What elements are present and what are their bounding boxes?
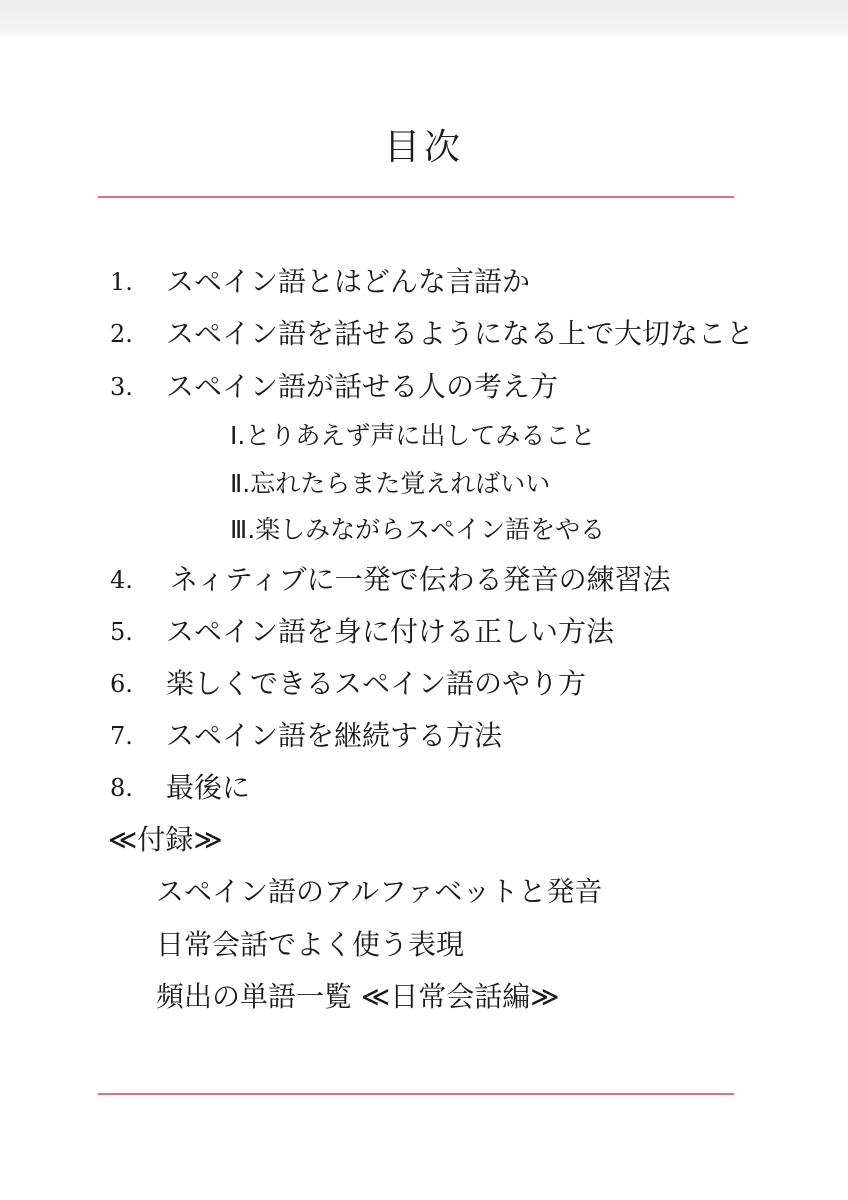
page-title: 目次	[383, 127, 464, 168]
toc-item-number: 4.	[110, 566, 133, 594]
toc-subitem-2[interactable]: Ⅱ.忘れたらまた覚えればいい	[230, 469, 551, 498]
toc-item-label: 最後に	[166, 771, 251, 804]
toc-item-number: 7.	[110, 722, 133, 750]
bottom-divider	[98, 1093, 734, 1095]
toc-item-label: 楽しくできるスペイン語のやり方	[166, 667, 587, 700]
toc-item-label: スペイン語が話せる人の考え方	[166, 370, 559, 403]
appendix-item-3[interactable]: 頻出の単語一覧 ≪日常会話編≫	[156, 980, 560, 1013]
toc-item-label: ネィティブに一発で伝わる発音の練習法	[170, 563, 671, 596]
appendix-heading: ≪付録≫	[108, 823, 223, 856]
toc-subitem-3[interactable]: Ⅲ.楽しみながらスペイン語をやる	[230, 515, 606, 544]
toc-subitem-1[interactable]: Ⅰ.とりあえず声に出してみること	[230, 421, 596, 450]
toc-item-number: 3.	[110, 373, 133, 401]
toc-item-label: スペイン語を継続する方法	[166, 719, 503, 752]
appendix-item-2[interactable]: 日常会話でよく使う表現	[156, 928, 465, 961]
appendix-item-1[interactable]: スペイン語のアルファベットと発音	[156, 875, 603, 908]
toc-item-label: スペイン語を話せるようになる上で大切なこと	[166, 317, 755, 350]
toc-item-number: 8.	[110, 774, 133, 802]
toc-item-number: 1.	[110, 268, 133, 296]
toc-item-label: スペイン語を身に付ける正しい方法	[166, 615, 615, 648]
toc-item-number: 6.	[110, 670, 133, 698]
toc-item-number: 5.	[110, 618, 133, 646]
toc-item-number: 2.	[110, 320, 133, 348]
toc-item-label: スペイン語とはどんな言語か	[166, 265, 531, 298]
